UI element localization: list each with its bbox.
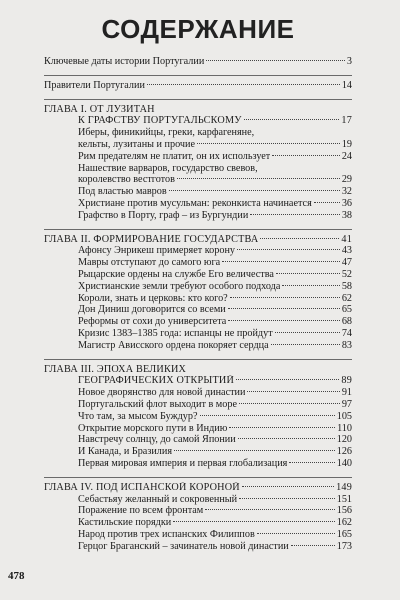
entry-page: 24 [341, 150, 352, 162]
toc-entry[interactable] [44, 541, 352, 553]
entry-text: Ключевые даты истории Португалии [44, 56, 205, 67]
dot-leader [275, 332, 340, 333]
toc-entry[interactable] [44, 399, 352, 411]
dot-leader [200, 415, 335, 416]
entry-text: Рыцарские ордены на службе Его величества [78, 268, 274, 280]
entry-text: Поражение по всем фронтам [78, 505, 204, 517]
entry-page: 173 [336, 540, 352, 552]
dot-leader [289, 462, 334, 463]
dot-leader [174, 450, 335, 451]
chapter-1 [44, 99, 352, 222]
toc-entry[interactable] [44, 293, 352, 305]
entry-text: Новое дворянство для новой династии [78, 387, 246, 399]
page-number: 478 [8, 570, 25, 582]
entry-page: 83 [341, 339, 352, 351]
entry-page: 17 [341, 115, 352, 127]
entry-page: 65 [341, 304, 352, 316]
entry-text: Мавры отступают до самого юга [78, 257, 221, 269]
entry-text: Правители Португалии [44, 79, 145, 91]
dot-leader [237, 249, 340, 250]
dot-leader [276, 273, 340, 274]
toc-entry[interactable] [44, 257, 352, 269]
chapter-subtitle: К ГРАФСТВУ ПОРТУГАЛЬСКОМУ [78, 115, 242, 127]
entry-page: 165 [336, 528, 352, 540]
chapter-title: ГЛАВА I. ОТ ЛУЗИТАН [44, 103, 155, 115]
chapter-heading[interactable] [44, 482, 352, 494]
entry-text: Дон Диниш договорится со всеми [78, 304, 226, 316]
chapter-subtitle: ГЕОГРАФИЧЕСКИХ ОТКРЫТИЙ [78, 375, 234, 387]
toc-entry[interactable] [44, 210, 352, 222]
chapter-subheading[interactable] [44, 375, 352, 387]
entry-page: 47 [341, 257, 352, 269]
toc-entry[interactable] [44, 304, 352, 316]
toc-entry[interactable] [44, 269, 352, 281]
entry-text: кельты, лузитаны и прочие [78, 138, 196, 150]
chapter-heading[interactable] [44, 364, 352, 376]
entries [44, 245, 352, 351]
entry-page: 105 [336, 410, 352, 422]
entry-page: 91 [341, 387, 352, 399]
toc-entry[interactable] [44, 80, 352, 92]
entries [44, 494, 352, 553]
dot-leader [247, 391, 339, 392]
entry-text: Народ против трех испанских Филиппов [78, 528, 255, 540]
dot-leader [239, 498, 335, 499]
entry-text: Нашествие варваров, государство свевов, [78, 162, 258, 174]
dot-leader [239, 403, 340, 404]
intro-section [44, 56, 352, 92]
entry-text: Христиане против мусульман: реконкиста начинается [78, 197, 312, 209]
entry-page: 32 [341, 186, 352, 198]
entry-page: 120 [336, 434, 352, 446]
entry-page: 62 [341, 292, 352, 304]
entry-text: Под властью мавров [78, 186, 167, 198]
dot-leader [205, 509, 334, 510]
page-title: СОДЕРЖАНИЕ [101, 14, 295, 44]
entry-text: Реформы от сохи до университета [78, 316, 227, 328]
chapter-subheading[interactable] [44, 115, 352, 127]
entry-text: Магистр Ависского ордена покоряет сердца [78, 339, 269, 351]
entry-text: Первая мировая империя и первая глобализация [78, 457, 288, 469]
toc-entry[interactable] [44, 328, 352, 340]
toc-entry[interactable] [44, 446, 352, 458]
entry-page: 52 [341, 268, 352, 280]
toc-entry[interactable] [44, 151, 352, 163]
toc-entry[interactable] [44, 494, 352, 506]
dot-leader [238, 438, 335, 439]
entry-text: Что там, за мысом Буждур? [78, 410, 198, 422]
toc-entry[interactable] [44, 316, 352, 328]
toc-entry[interactable] [44, 340, 352, 352]
entry-page: 151 [336, 493, 352, 505]
toc-entry[interactable] [44, 186, 352, 198]
entry-text: Кастильские порядки [78, 517, 172, 529]
entry-page: 74 [341, 327, 352, 339]
entry-page: 110 [337, 422, 352, 434]
entries [44, 127, 352, 221]
dot-leader [228, 308, 340, 309]
dot-leader [244, 119, 340, 120]
entries [44, 387, 352, 470]
dot-leader [282, 285, 339, 286]
toc-entry[interactable] [44, 529, 352, 541]
entry-page: 14 [341, 79, 352, 91]
chapter-4 [44, 477, 352, 553]
toc-entry[interactable] [44, 127, 352, 151]
entry-page: 162 [336, 517, 352, 529]
entry-page: 36 [341, 197, 352, 209]
chapter-title: ГЛАВА III. ЭПОХА ВЕЛИКИХ [44, 363, 187, 375]
toc-entry[interactable] [44, 198, 352, 210]
dot-leader [250, 214, 340, 215]
toc-entry[interactable] [44, 245, 352, 257]
dot-leader [230, 297, 340, 298]
dot-leader [173, 521, 334, 522]
entry-page: 41 [341, 233, 352, 245]
dot-leader [229, 427, 335, 428]
toc-entry[interactable] [44, 163, 352, 187]
entry-page: 89 [341, 375, 352, 387]
entry-text: Иберы, финикийцы, греки, карфагеняне, [78, 127, 255, 139]
dot-leader [271, 344, 340, 345]
entry-text: Графство в Порту, граф – из Бургундии [78, 209, 249, 221]
entry-text: Навстречу солнцу, до самой Японии [78, 434, 236, 446]
entry-page: 126 [336, 446, 352, 458]
dot-leader [242, 486, 334, 487]
toc-entry[interactable] [44, 423, 352, 435]
toc-entry[interactable] [44, 434, 352, 446]
dot-leader [260, 238, 339, 239]
chapter-title: ГЛАВА II. ФОРМИРОВАНИЕ ГОСУДАРСТВА [44, 233, 259, 245]
entry-text: Герцог Браганский – зачинатель новой династии [78, 540, 289, 552]
toc-entry[interactable] [44, 411, 352, 423]
dot-leader [177, 178, 340, 179]
toc-entry[interactable] [44, 458, 352, 470]
entry-text: Афонсу Энрикеш примеряет корону [78, 245, 235, 257]
toc-entry[interactable] [44, 387, 352, 399]
entry-page: 156 [336, 505, 352, 517]
chapter-heading[interactable] [44, 234, 352, 246]
entry-text: Кризис 1383–1385 года: испанцы не пройдут [78, 327, 273, 339]
dot-leader [272, 155, 340, 156]
entry-page: 58 [341, 280, 352, 292]
dot-leader [314, 202, 340, 203]
dot-leader [222, 261, 340, 262]
entry-page: 19 [341, 138, 352, 150]
dot-leader [147, 84, 340, 85]
chapter-2 [44, 229, 352, 352]
entry-text: Открытие морского пути в Индию [78, 422, 228, 434]
entry-page: 97 [341, 398, 352, 410]
dot-leader [169, 190, 340, 191]
entry-page: 3 [346, 56, 352, 67]
toc-entry[interactable] [44, 517, 352, 529]
entry-text: И Канада, и Бразилия [78, 446, 173, 458]
dot-leader [197, 143, 340, 144]
entry-page: 149 [336, 481, 352, 493]
dot-leader [228, 320, 340, 321]
toc-entry[interactable] [44, 505, 352, 517]
entry-text: Португальский флот выходит в море [78, 398, 237, 410]
entry-page: 43 [341, 245, 352, 257]
dot-leader [206, 60, 345, 61]
chapter-3 [44, 359, 352, 470]
entry-text: Короли, знать и церковь: кто кого? [78, 292, 228, 304]
dot-leader [291, 545, 335, 546]
entry-page: 38 [341, 209, 352, 221]
chapter-title: ГЛАВА IV. ПОД ИСПАНСКОЙ КОРОНОЙ [44, 481, 240, 493]
entry-text: Себастьяу желанный и сокровенный [78, 493, 238, 505]
toc-entry[interactable] [44, 56, 352, 68]
entry-page: 68 [341, 316, 352, 328]
entry-page: 140 [336, 457, 352, 469]
chapter-heading[interactable] [44, 104, 352, 116]
entry-text: Христианские земли требуют особого подхода [78, 280, 281, 292]
toc-entry[interactable] [44, 281, 352, 293]
dot-leader [257, 533, 335, 534]
dot-leader [236, 379, 339, 380]
entry-page: 29 [341, 174, 352, 186]
entry-text: королевство вестготов [78, 174, 175, 186]
entry-text: Рим предателям не платит, он их использует [78, 150, 271, 162]
